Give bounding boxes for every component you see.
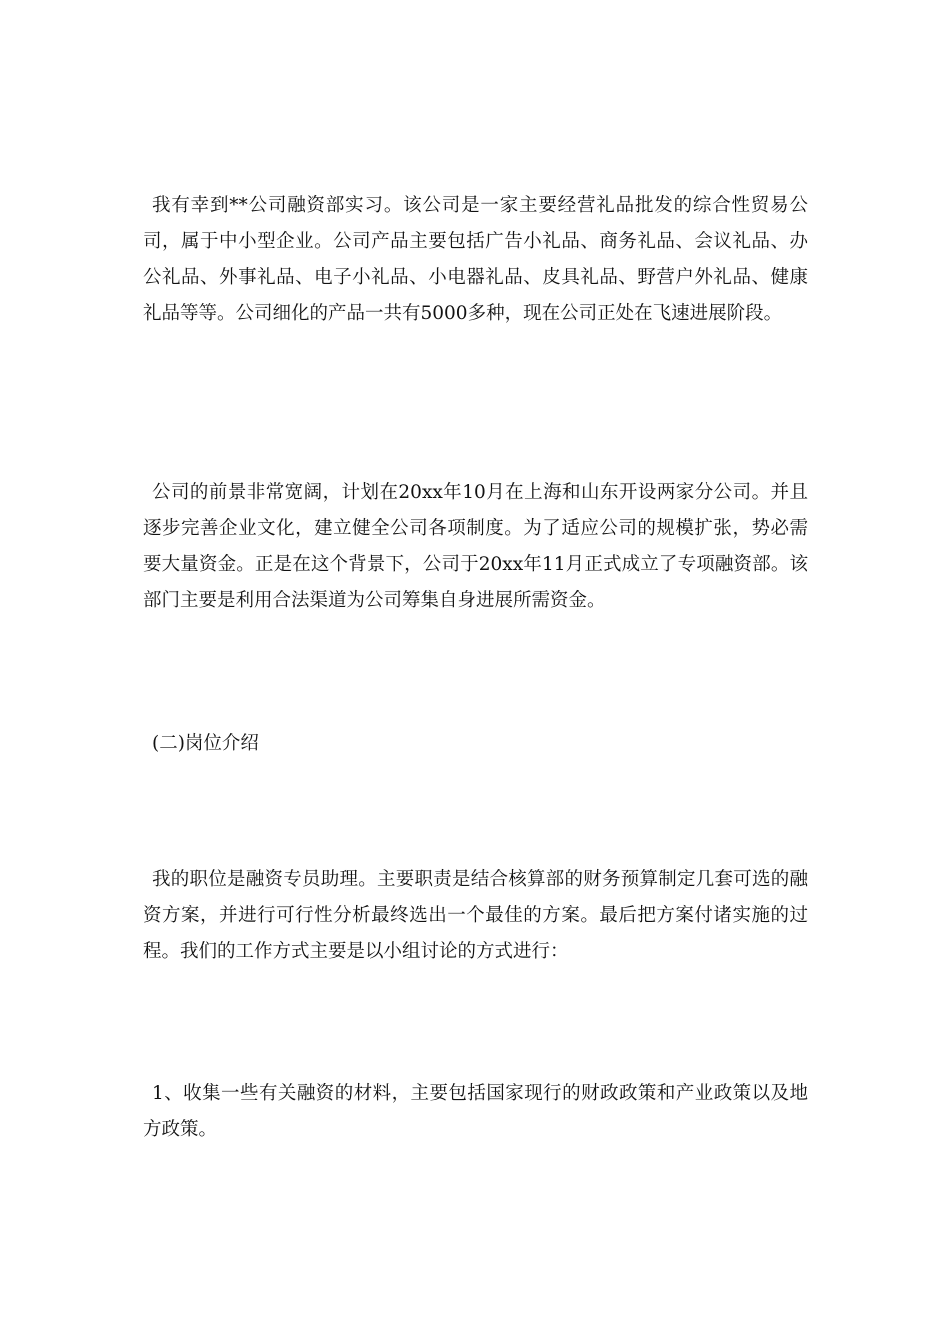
paragraph-company-prospects: 公司的前景非常宽阔，计划在20xx年10月在上海和山东开设两家分公司。并且逐步完善企业文化，建立健全公司各项制度。为了适应公司的规模扩张，势必需要大量资金。正是在这个背景下，公司于20xx年11月正式成立了专项融资部。该部门主要是利用合法渠道为公司筹集自身进展所需资金。: [143, 482, 808, 611]
paragraph-position-duties: 我的职位是融资专员助理。主要职责是结合核算部的财务预算制定几套可选的融资方案，并进行可行性分析最终选出一个最佳的方案。最后把方案付诸实施的过程。我们的工作方式主要是以小组讨论的方式进行：: [143, 869, 808, 962]
section-heading-position: (二)岗位介绍: [152, 733, 259, 754]
paragraph-task-1: 1、收集一些有关融资的材料，主要包括国家现行的财政政策和产业政策以及地方政策。: [143, 1083, 808, 1140]
paragraph-company-intro: 我有幸到**公司融资部实习。该公司是一家主要经营礼品批发的综合性贸易公司，属于中小型企业。公司产品主要包括广告小礼品、商务礼品、会议礼品、办公礼品、外事礼品、电子小礼品、小电器礼品、皮具礼品、野营户外礼品、健康礼品等等。公司细化的产品一共有5000多种，现在公司正处在飞速进展阶段。: [143, 195, 808, 324]
